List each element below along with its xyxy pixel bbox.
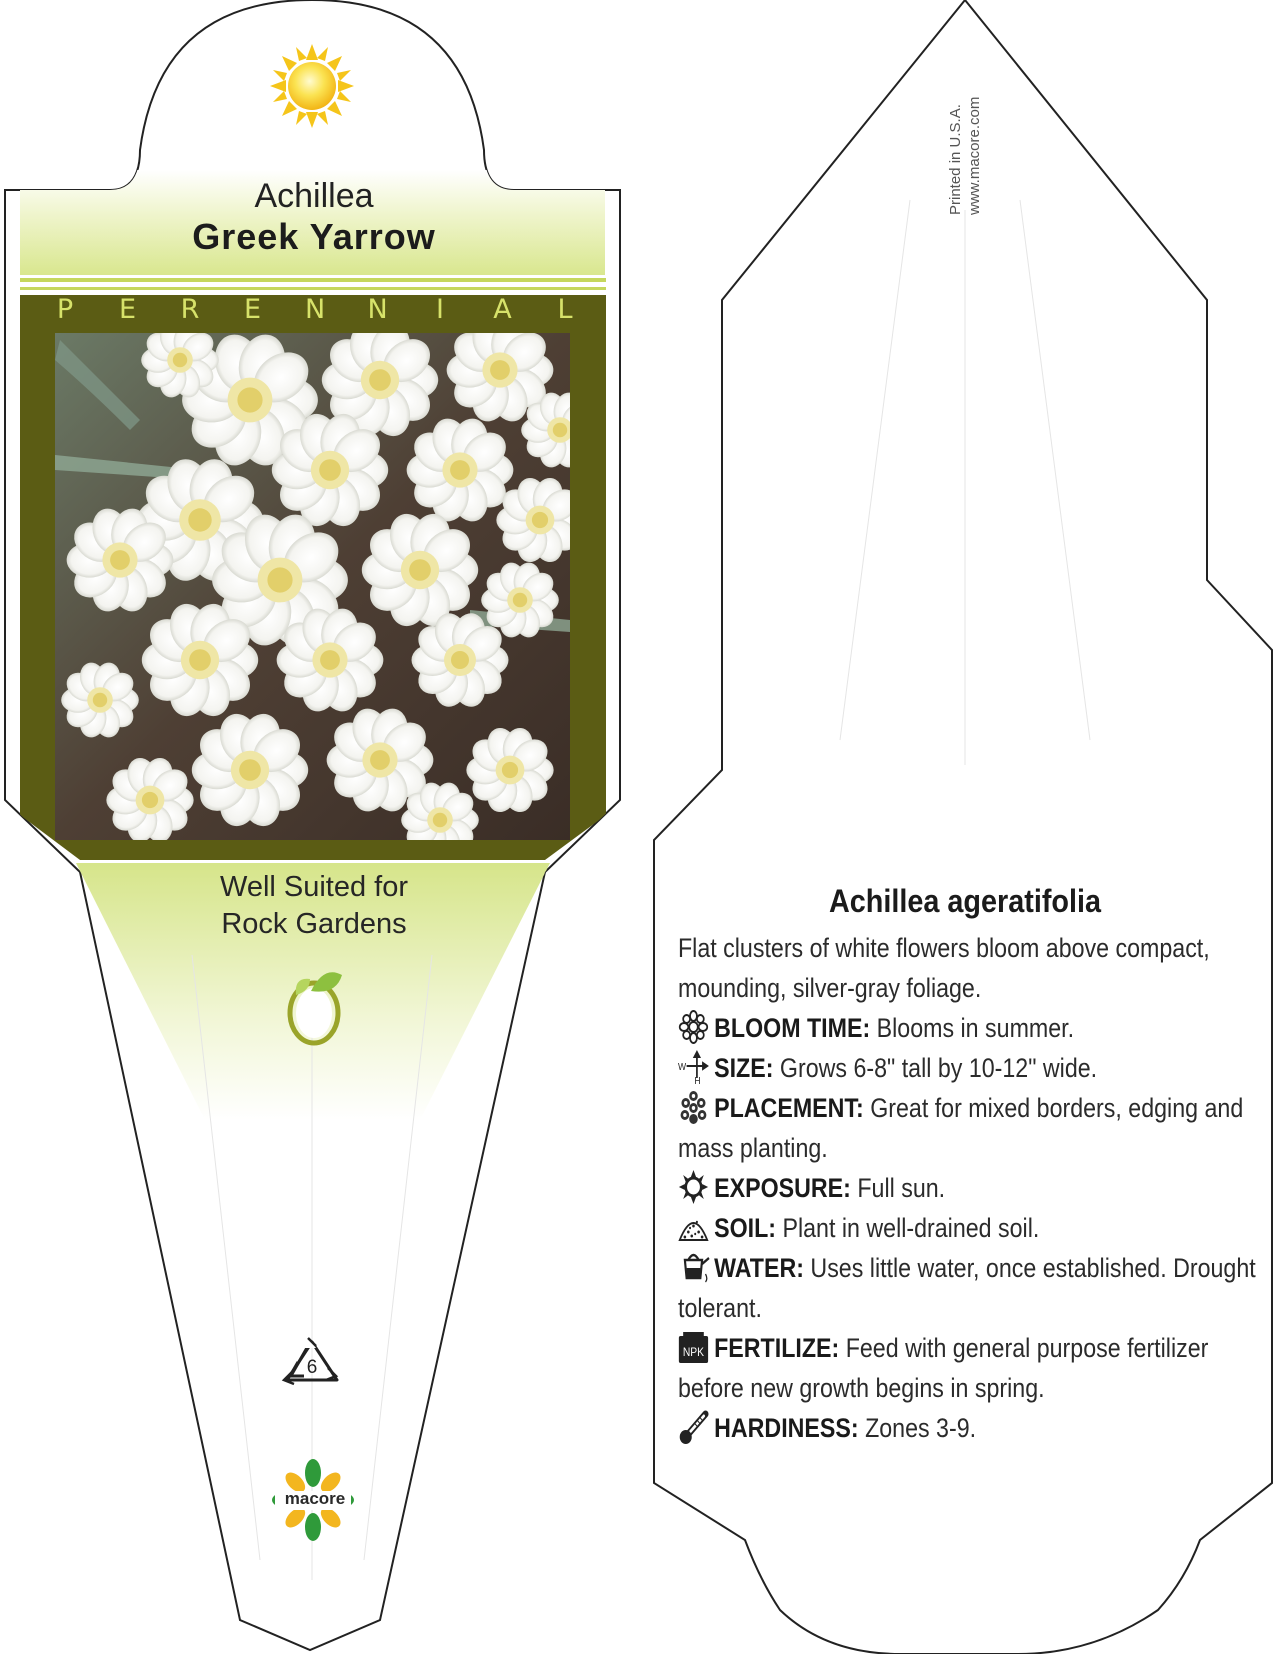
care-label: EXPOSURE: [714, 1173, 851, 1203]
printed-line1: Printed in U.S.A. [947, 104, 964, 215]
care-text: Blooms in summer. [870, 1013, 1075, 1043]
plant-description-block [678, 928, 1258, 1448]
care-text: Feed with general purpose fertilizer before new growth begins in spring. [678, 1333, 1209, 1403]
care-text: Full sun. [850, 1173, 946, 1203]
category-letter: L [557, 294, 573, 325]
brand-name: macore [284, 1489, 346, 1508]
category-letter: R [180, 294, 200, 325]
placement-icon [678, 1090, 709, 1124]
care-label: WATER: [714, 1253, 804, 1283]
category-letter: N [367, 294, 388, 325]
category-letter: E [118, 294, 137, 325]
care-item [678, 1048, 1263, 1088]
common-name-title: Greek Yarrow [192, 216, 436, 257]
care-item [678, 1248, 1263, 1328]
care-item [678, 1088, 1263, 1168]
category-letter: I [436, 294, 444, 325]
category-letter: N [305, 294, 326, 325]
sun-icon [270, 44, 354, 128]
flower-icon [678, 1010, 709, 1044]
care-text: Great for mixed borders, edging and mass planting. [678, 1093, 1244, 1163]
care-label: FERTILIZE: [714, 1333, 840, 1363]
care-item [678, 1408, 1263, 1448]
printed-line2: www.macore.com [966, 96, 983, 215]
care-text: Uses little water, once established. Drought tolerant. [678, 1253, 1256, 1323]
care-text: Grows 6-8" tall by 10-12" wide. [773, 1053, 1098, 1083]
care-text: Plant in well-drained soil. [776, 1213, 1040, 1243]
tagline-line2: Rock Gardens [221, 908, 407, 940]
soil-icon [678, 1210, 709, 1244]
care-label: BLOOM TIME: [714, 1013, 871, 1043]
category-letter: E [243, 294, 262, 325]
svg-text:H: H [694, 1075, 701, 1084]
care-label: PLACEMENT: [714, 1093, 864, 1123]
scientific-name: Achillea ageratifolia [828, 883, 1102, 919]
genus-title: Achillea [254, 177, 374, 215]
sun-icon [678, 1170, 709, 1204]
npk-icon [678, 1330, 709, 1364]
care-item [678, 1208, 1263, 1248]
care-text: Zones 3-9. [858, 1413, 977, 1443]
category-letter: A [493, 294, 512, 325]
watering-can-icon [678, 1250, 709, 1284]
printed-info [946, 45, 986, 215]
thermometer-icon [678, 1410, 709, 1444]
recycle-code: 6 [306, 1357, 318, 1378]
svg-text:NPK: NPK [682, 1346, 705, 1360]
svg-text:W: W [678, 1061, 687, 1073]
tagline-line1: Well Suited for [219, 871, 409, 903]
care-label: SIZE: [714, 1053, 774, 1083]
tagline [150, 869, 478, 943]
plant-description: Flat clusters of white flowers bloom above compact, mounding, silver-gray foliage. [678, 933, 1210, 1003]
care-item [678, 1328, 1263, 1408]
care-item [678, 1168, 1263, 1208]
care-label: HARDINESS: [714, 1413, 859, 1443]
plant-photo [55, 314, 599, 861]
size-arrows-icon [678, 1050, 709, 1084]
category-band [55, 294, 575, 334]
care-label: SOIL: [714, 1213, 777, 1243]
care-item [678, 1008, 1263, 1048]
category-letter: P [56, 294, 74, 325]
